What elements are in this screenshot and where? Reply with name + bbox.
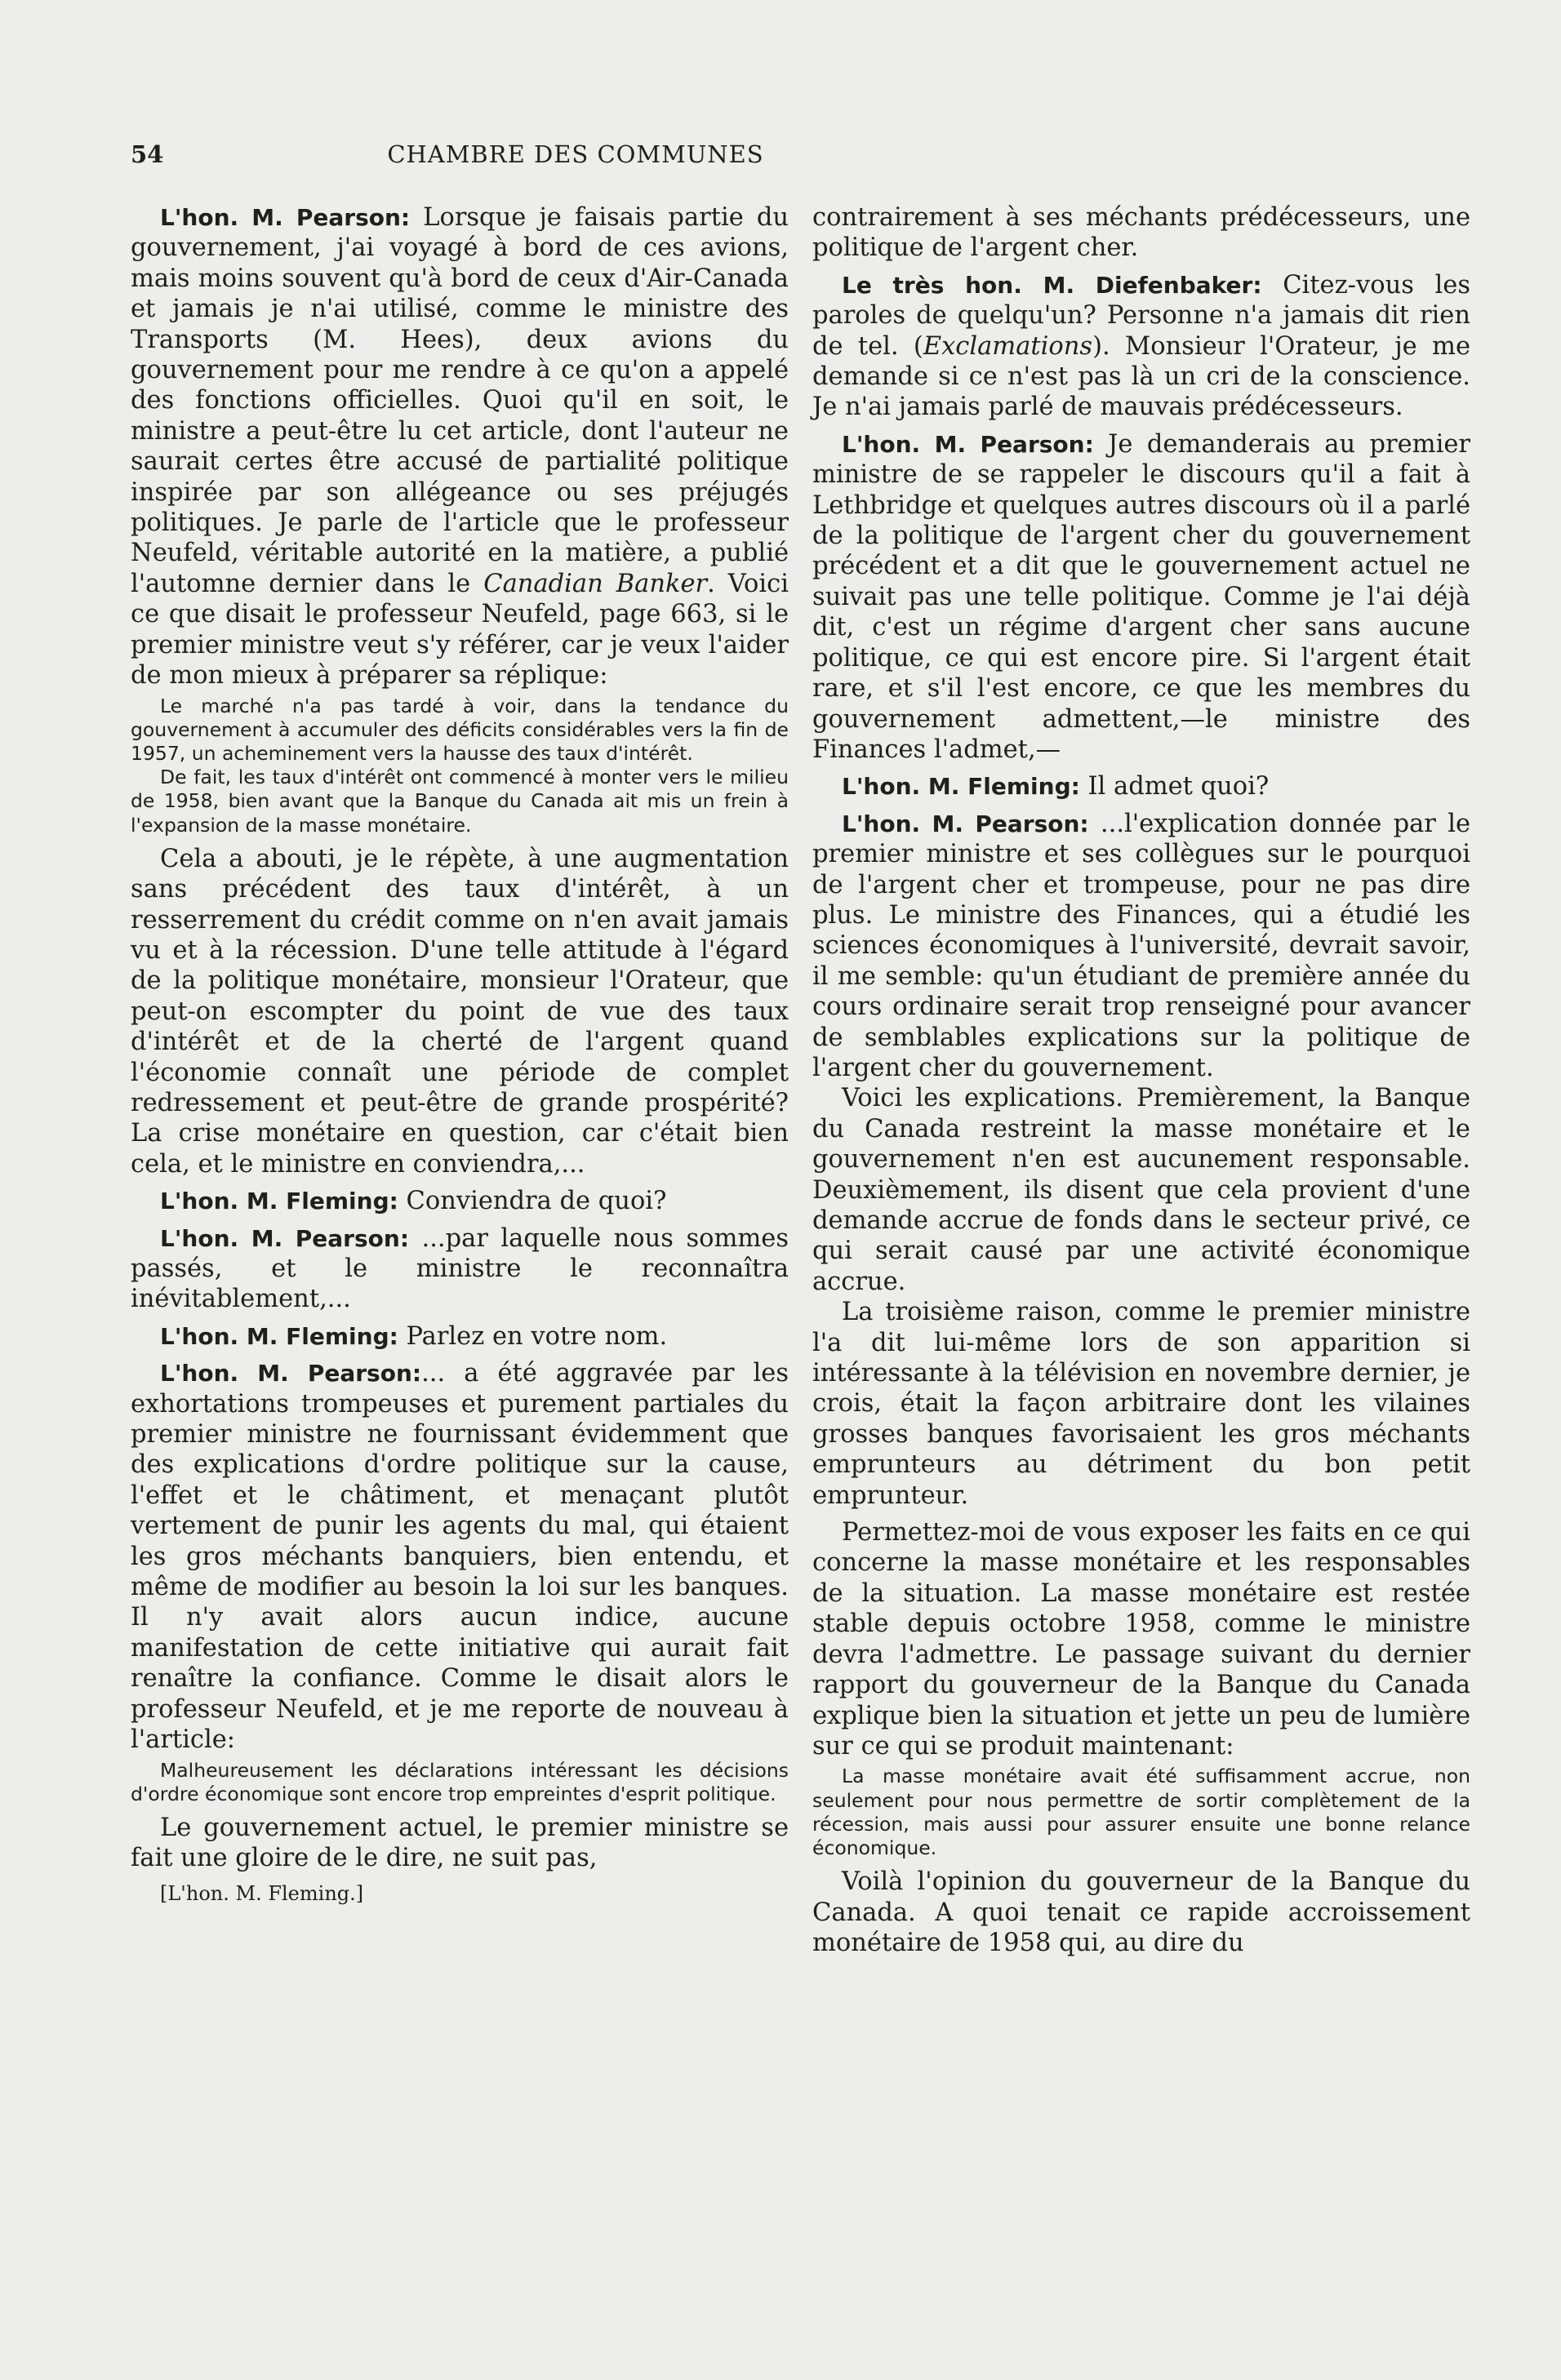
speech-paragraph: Le gouvernement actuel, le premier ministre se fait une gloire de le dire, ne suit pas,	[131, 1813, 789, 1873]
speaker-name: L'hon. M. Fleming:	[160, 1322, 398, 1350]
block-quote	[131, 1759, 789, 1806]
quote-paragraph: La masse monétaire avait été suffisamment accrue, non seulement pour nous permettre de sortir complètement de la récession, mais aussi pour assurer ensuite une bonne relance économique.	[812, 1765, 1470, 1859]
left-column	[131, 202, 789, 1905]
running-head: CHAMBRE DES COMMUNES	[387, 140, 764, 168]
speaker-name: L'hon. M. Pearson:	[160, 1224, 410, 1252]
speech-paragraph	[812, 429, 1470, 765]
speaker-name: Le très hon. M. Diefenbaker:	[842, 271, 1262, 299]
speech-text: Conviendra de quoi?	[398, 1187, 667, 1216]
speaker-name: L'hon. M. Fleming:	[160, 1188, 398, 1215]
page-header	[131, 140, 1021, 173]
speech-paragraph: Permettez-moi de vous exposer les faits en ce qui concerne la masse monétaire et les responsables de la situation. La masse monétaire est restée stable depuis octobre 1958, comme le ministre devra l'admettre. Le passage suivant du dernier rapport du gouverneur de la Banque du Canada explique bien la situation et jette un peu de lumière sur ce qui se produit maintenant:	[812, 1518, 1470, 1761]
speaker-name: L'hon. M. Pearson:	[842, 430, 1094, 458]
block-quote	[131, 695, 789, 837]
speech-paragraph	[812, 809, 1470, 1084]
speech-text: Je demanderais au premier ministre de se rappeler le discours qu'il a fait à Lethbridge et quelques autres discours où il a parlé de la politique de l'argent cher du gouvernement précédent et a dit que le gouvernement actuel ne suivait pas une telle politique. Comme je l'ai déjà dit, c'est un régime d'argent cher sans aucune politique, ce qui est encore pire. Si l'argent était rare, et s'il l'est encore, ce que les membres du gouvernement admettent,—le ministre des Finances l'admet,—	[812, 429, 1470, 764]
speaker-name: L'hon. M. Pearson:	[160, 1360, 422, 1388]
speech-text: ...l'explication donnée par le premier ministre et ses collègues sur le pourquoi de l'argent cher et trompeuse, pour ne pas dire plus. Le ministre des Finances, qui a étudié les sciences économiques à l'université, devrait savoir, il me semble: qu'un étudiant de première année du cours ordinaire serait trop renseigné pour avancer de semblables explications sur la politique de l'argent cher du gouvernement.	[812, 809, 1470, 1082]
speech-text: Parlez en votre nom.	[398, 1321, 668, 1351]
speech-text: . Voici ce que disait le professeur Neufeld, page 663, si le premier ministre veut s'y référer, car je veux l'aider de mon mieux à préparer sa réplique:	[131, 569, 789, 690]
speech-paragraph	[131, 1186, 789, 1216]
speech-paragraph	[131, 1321, 789, 1352]
speech-paragraph	[131, 1358, 789, 1755]
speech-text: Il admet quoi?	[1079, 772, 1270, 801]
speech-paragraph	[812, 270, 1470, 423]
quote-paragraph: De fait, les taux d'intérêt ont commencé à monter vers le milieu de 1958, bien avant que la Banque du Canada ait mis un frein à l'expansion de la masse monétaire.	[131, 766, 789, 837]
block-quote	[812, 1765, 1470, 1860]
speech-text: ... a été aggravée par les exhortations trompeuses et purement partiales du premier ministre ne fournissant évidemment que des explications d'ordre politique sur la cause, l'effet et le châtiment, et menaçant plutôt vertement de punir les agents du mal, qui étaient les gros méchants banquiers, bien entendu, et même de modifier au besoin la loi sur les banques. Il n'y avait alors aucun indice, aucune manifestation de cette initiative qui aurait fait renaître la confiance. Comme le disait alors le professeur Neufeld, et je me reporte de nouveau à l'article:	[131, 1359, 789, 1755]
speech-paragraph: Cela a abouti, je le répète, à une augmentation sans précédent des taux d'intérêt, à un resserrement du crédit comme on n'en avait jamais vu et à la récession. D'une telle attitude à l'égard de la politique monétaire, monsieur l'Orateur, que peut-on escompter du point de vue des taux d'intérêt et de la cherté de l'argent quand l'économie connaît une période de complet redressement et peut-être de grande prospérité? La crise monétaire en question, car c'était bien cela, et le ministre en conviendra,...	[131, 844, 789, 1179]
speech-text: ...par laquelle nous sommes passés, et le ministre le reconnaîtra inévitablement,...	[131, 1223, 789, 1314]
speech-text: ). Monsieur l'Orateur, je me demande si ce n'est pas là un cri de la conscience. Je n'ai jamais parlé de mauvais prédécesseurs.	[812, 331, 1470, 422]
publication-title: Canadian Banker	[483, 569, 708, 598]
speech-paragraph: La troisième raison, comme le premier ministre l'a dit lui-même lors de son apparition si intéressante à la télévision en novembre dernier, je crois, était la façon arbitraire dont les vilaines grosses banques favorisaient les gros méchants emprunteurs au détriment du bon petit emprunteur.	[812, 1298, 1470, 1510]
speech-text: Lorsque je faisais partie du gouvernement, j'ai voyagé à bord de ces avions, mais moins souvent qu'à bord de ceux d'Air-Canada et jamais je n'ai utilisé, comme le ministre des Transports (M. Hees), deux avions du gouvernement pour me rendre à ce qu'on a appelé des fonctions officielles. Quoi qu'il en soit, le ministre a peut-être lu cet article, dont l'auteur ne saurait certes être accusé de partialité politique inspirée par son allégeance ou ses préjugés politiques. Je parle de l'article que le professeur Neufeld, véritable autorité en la matière, a publié l'automne dernier dans le	[131, 203, 789, 598]
speech-paragraph	[131, 1223, 789, 1315]
speaker-name: L'hon. M. Pearson:	[842, 810, 1089, 837]
page-number: 54	[131, 140, 164, 168]
speech-paragraph	[131, 202, 789, 691]
speech-paragraph: Voilà l'opinion du gouverneur de la Banque du Canada. A quoi tenait ce rapide accroissement monétaire de 1958 qui, au dire du	[812, 1867, 1470, 1957]
right-column	[812, 202, 1470, 1958]
quote-paragraph: Malheureusement les déclarations intéressant les décisions d'ordre économique sont encore trop empreintes d'esprit politique.	[131, 1758, 789, 1805]
speech-paragraph: contrairement à ses méchants prédécesseurs, une politique de l'argent cher.	[812, 203, 1470, 263]
speech-paragraph: Voici les explications. Premièrement, la Banque du Canada restreint la masse monétaire et le gouvernement n'en est aucunement responsable. Deuxièmement, ils disent que cela provient d'une demande accrue de fonds dans le secteur privé, ce qui serait causé par une activité économique accrue.	[812, 1084, 1470, 1296]
speech-text: Citez-vous les paroles de quelqu'un? Personne n'a jamais dit rien de tel. (	[812, 270, 1470, 361]
speech-paragraph	[812, 771, 1470, 801]
speaker-footnote: [L'hon. M. Fleming.]	[160, 1881, 364, 1905]
speaker-name: L'hon. M. Pearson:	[160, 204, 411, 231]
stage-direction: Exclamations	[923, 331, 1093, 361]
speaker-name: L'hon. M. Fleming:	[842, 773, 1080, 801]
quote-paragraph: Le marché n'a pas tardé à voir, dans la tendance du gouvernement à accumuler des déficits considérables vers la fin de 1957, un acheminement vers la hausse des taux d'intérêt.	[131, 694, 789, 765]
